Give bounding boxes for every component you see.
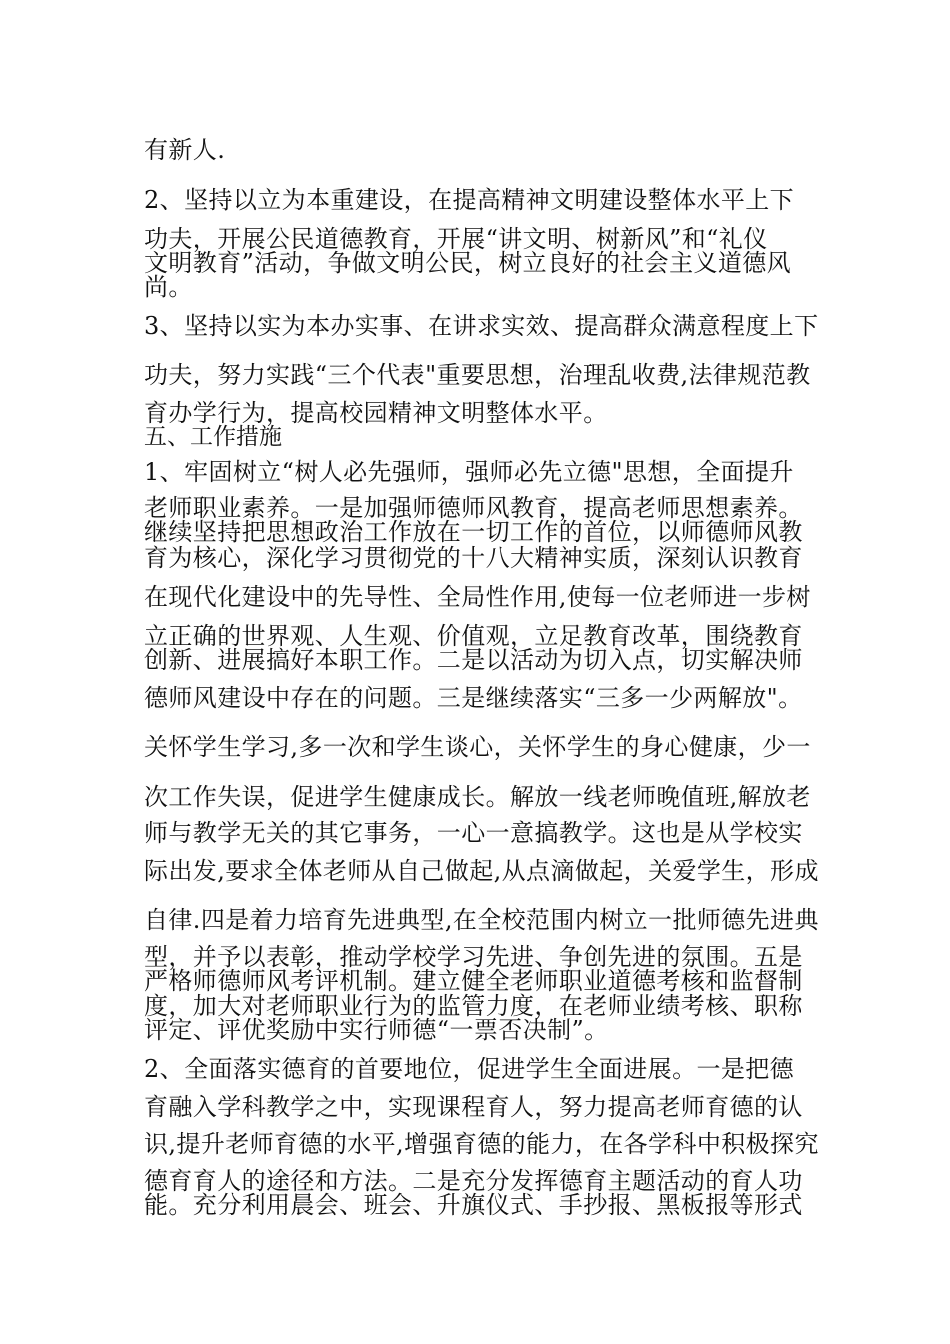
text-line: 老师职业素养。一是加强师德师风教育，提高老师思想素养。 <box>144 494 803 522</box>
text-line: 评定、评优奖励中实行师德“一票否决制”。 <box>144 1016 609 1044</box>
text-line: 3、坚持以实为本办实事、在讲求实效、提高群众满意程度上下 <box>144 312 819 340</box>
text-line: 在现代化建设中的先导性、全局性作用,使每一位老师进一步树 <box>144 583 811 611</box>
text-line: 创新、进展搞好本职工作。二是以活动为切入点，切实解决师 <box>144 646 803 674</box>
text-line: 有新人. <box>144 136 226 164</box>
text-line: 识,提升老师育德的水平,增强育德的能力，在各学科中积极探究 <box>144 1130 819 1158</box>
text-line: 育办学行为，提高校园精神文明整体水平。 <box>144 399 608 427</box>
text-line: 功夫，努力实践“三个代表"重要思想，治理乱收费,法律规范教 <box>144 361 811 389</box>
text-line: 度，加大对老师职业行为的监管力度，在老师业绩考核、职称 <box>144 992 803 1020</box>
text-line: 严格师德师风考评机制。建立健全老师职业道德考核和监督制 <box>144 967 803 995</box>
text-line: 师与教学无关的其它事务，一心一意搞教学。这也是从学校实 <box>144 819 803 847</box>
text-line: 德育育人的途径和方法。二是充分发挥德育主题活动的育人功 <box>144 1167 803 1195</box>
text-line: 型，并予以表彰，推动学校学习先进、争创先进的氛围。五是 <box>144 943 803 971</box>
text-line: 继续坚持把思想政治工作放在一切工作的首位，以师德师风教 <box>144 518 803 546</box>
text-line: 立正确的世界观、人生观、价值观，立足教育改革，围绕教育 <box>144 622 803 650</box>
text-line: 2、全面落实德育的首要地位，促进学生全面进展。一是把德 <box>144 1055 795 1083</box>
text-line: 自律.四是着力培育先进典型,在全校范围内树立一批师德先进典 <box>144 906 819 934</box>
text-line: 关怀学生学习,多一次和学生谈心，关怀学生的身心健康，少一 <box>144 733 811 761</box>
text-line: 文明教育”活动，争做文明公民，树立良好的社会主义道德风 <box>144 249 792 277</box>
text-line: 能。充分利用晨会、班会、升旗仪式、手抄报、黑板报等形式 <box>144 1191 803 1219</box>
section-heading: 五、工作措施 <box>144 424 282 450</box>
text-line: 1、牢固树立“树人必先强师，强师必先立德"思想，全面提升 <box>144 458 794 486</box>
text-line: 2、坚持以立为本重建设，在提高精神文明建设整体水平上下 <box>144 186 795 214</box>
text-line: 次工作失误，促进学生健康成长。解放一线老师晚值班,解放老 <box>144 783 811 811</box>
text-line: 功夫，开展公民道德教育，开展“讲文明、树新风”和“礼仪 <box>144 225 768 253</box>
text-line: 际出发,要求全体老师从自己做起,从点滴做起，关爱学生，形成 <box>144 857 819 885</box>
text-line: 育为核心，深化学习贯彻党的十八大精神实质，深刻认识教育 <box>144 544 803 572</box>
text-line: 德师风建设中存在的问题。三是继续落实“三多一少两解放"。 <box>144 684 803 712</box>
text-line: 育融入学科教学之中，实现课程育人，努力提高老师育德的认 <box>144 1093 803 1121</box>
text-line: 尚。 <box>144 273 193 301</box>
